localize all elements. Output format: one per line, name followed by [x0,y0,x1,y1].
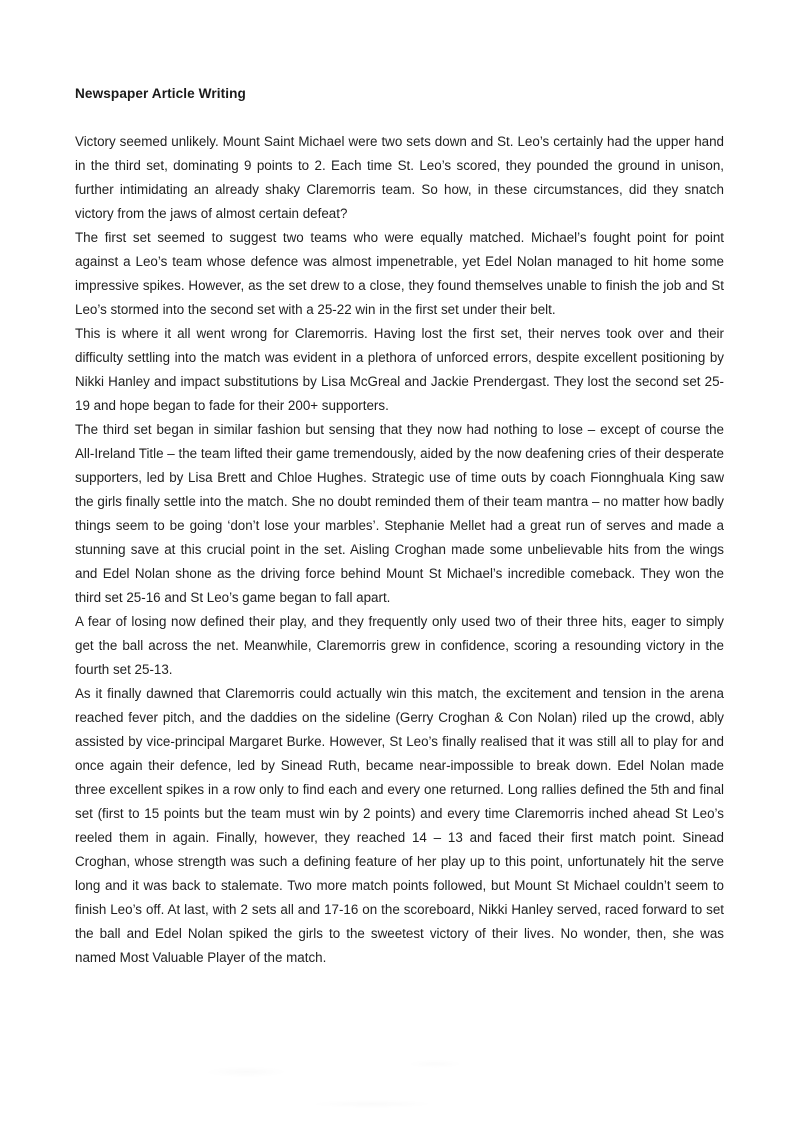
article-paragraph-3: This is where it all went wrong for Claremorris. Having lost the first set, their nerves took over and their difficulty settling into the match was evident in a plethora of unforced errors, despite excellent positioning by Nikki Hanley and impact substitutions by Lisa McGreal and Jackie Prendergast. They lost the second set 25-19 and hope began to fade for their 200+ supporters. [75,326,724,413]
scan-artifact [120,1040,540,1120]
article-body [75,130,724,970]
article-paragraph-5: A fear of losing now defined their play, and they frequently only used two of their three hits, eager to simply get the ball across the net. Meanwhile, Claremorris grew in confidence, scoring a resounding victory in the fourth set 25-13. [75,614,724,677]
article-paragraph-2: The first set seemed to suggest two teams who were equally matched. Michael’s fought point for point against a Leo’s team whose defence was almost impenetrable, yet Edel Nolan managed to hit home some impressive spikes. However, as the set drew to a close, they found themselves unable to finish the job and St Leo’s stormed into the second set with a 25-22 win in the first set under their belt. [75,230,724,317]
document-title: Newspaper Article Writing [75,86,246,101]
article-paragraph-1: Victory seemed unlikely. Mount Saint Michael were two sets down and St. Leo’s certainly had the upper hand in the third set, dominating 9 points to 2. Each time St. Leo’s scored, they pounded the ground in unison, further intimidating an already shaky Claremorris team. So how, in these circumstances, did they snatch victory from the jaws of almost certain defeat? [75,134,724,221]
article-paragraph-6: As it finally dawned that Claremorris could actually win this match, the excitement and tension in the arena reached fever pitch, and the daddies on the sideline (Gerry Croghan & Con Nolan) riled up the crowd, ably assisted by vice-principal Margaret Burke. However, St Leo’s finally realised that it was still all to play for and once again their defence, led by Sinead Ruth, became near-impossible to break down. Edel Nolan made three excellent spikes in a row only to find each and every one returned. Long rallies defined the 5th and final set (first to 15 points but the team must win by 2 points) and every time Claremorris inched ahead St Leo’s reeled them in again. Finally, however, they reached 14 – 13 and faced their first match point. Sinead Croghan, whose strength was such a defining feature of her play up to this point, unfortunately hit the serve long and it was back to stalemate. Two more match points followed, but Mount St Michael couldn’t seem to finish Leo’s off. At last, with 2 sets all and 17-16 on the scoreboard, Nikki Hanley served, raced forward to set the ball and Edel Nolan spiked the girls to the sweetest victory of their lives. No wonder, then, she was named Most Valuable Player of the match. [75,686,724,965]
article-paragraph-4: The third set began in similar fashion but sensing that they now had nothing to lose – except of course the All-Ireland Title – the team lifted their game tremendously, aided by the now deafening cries of their desperate supporters, led by Lisa Brett and Chloe Hughes. Strategic use of time outs by coach Fionnghuala King saw the girls finally settle into the match. She no doubt reminded them of their team mantra – no matter how badly things seem to be going ‘don’t lose your marbles’. Stephanie Mellet had a great run of serves and made a stunning save at this crucial point in the set. Aisling Croghan made some unbelievable hits from the wings and Edel Nolan shone as the driving force behind Mount St Michael’s incredible comeback. They won the third set 25-16 and St Leo’s game began to fall apart. [75,422,724,605]
